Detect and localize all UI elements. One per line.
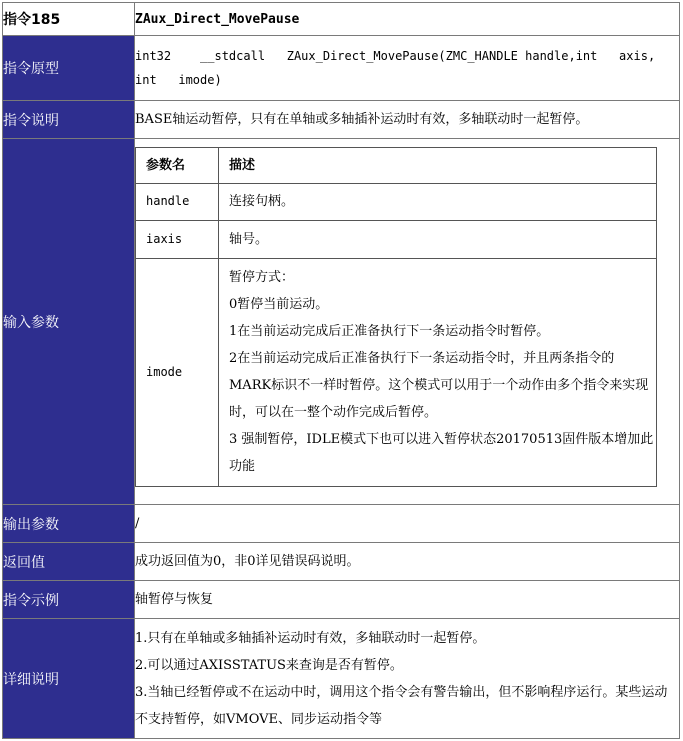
return-text: 成功返回值为0，非0详见错误码说明。 (135, 543, 680, 581)
details-label: 详细说明 (3, 619, 135, 739)
example-label: 指令示例 (3, 581, 135, 619)
details-row (3, 619, 680, 739)
param-desc: 连接句柄。 (219, 183, 657, 220)
details-line: 3.当轴已经暂停或不在运动中时，调用这个指令会有警告输出，但不影响程序运行。某些运动不支持暂停，如VMOVE、同步运动指令等 (135, 684, 668, 727)
param-name: handle (136, 183, 219, 220)
params-header-name: 参数名 (136, 147, 219, 183)
command-name: ZAux_Direct_MovePause (135, 3, 680, 36)
example-text: 轴暂停与恢复 (135, 581, 680, 619)
params-header-row (136, 147, 657, 183)
output-text: / (135, 505, 680, 543)
details-line: 2.可以通过AXISSTATUS来查询是否有暂停。 (135, 657, 403, 673)
output-row (3, 505, 680, 543)
return-label: 返回值 (3, 543, 135, 581)
prototype-text: int32 __stdcall ZAux_Direct_MovePause(ZMC_HANDLE handle,int axis, int imode) (135, 49, 663, 87)
description-label: 指令说明 (3, 101, 135, 139)
input-label: 输入参数 (3, 139, 135, 505)
params-table (135, 147, 657, 487)
param-name: iaxis (136, 220, 219, 258)
table-row (136, 220, 657, 258)
param-desc-line: 1在当前运动完成后正准备执行下一条运动指令时暂停。 (229, 324, 550, 339)
api-spec-table (2, 2, 680, 739)
param-desc-line: 暂停方式： (229, 270, 295, 285)
description-text: BASE轴运动暂停，只有在单轴或多轴插补运动时有效，多轴联动时一起暂停。 (135, 101, 680, 139)
prototype-label: 指令原型 (3, 36, 135, 101)
param-desc: 轴号。 (219, 220, 657, 258)
param-desc-line: 0暂停当前运动。 (229, 297, 329, 312)
param-name: imode (136, 258, 219, 486)
table-row (136, 183, 657, 220)
table-row (136, 258, 657, 486)
details-line: 1.只有在单轴或多轴插补运动时有效，多轴联动时一起暂停。 (135, 630, 486, 646)
params-header-desc: 描述 (219, 147, 657, 183)
param-desc-line: 3 强制暂停，IDLE模式下也可以进入暂停状态20170513固件版本增加此功能 (229, 432, 654, 474)
command-number: 指令185 (3, 3, 135, 36)
header-row (3, 3, 680, 36)
example-row (3, 581, 680, 619)
return-row (3, 543, 680, 581)
param-desc-line: 2在当前运动完成后正准备执行下一条运动指令时，并且两条指令的MARK标识不一样时暂停。这个模式可以用于一个动作由多个指令来实现时，可以在一整个动作完成后暂停。 (229, 351, 649, 420)
prototype-row (3, 36, 680, 101)
input-row (3, 139, 680, 505)
output-label: 输出参数 (3, 505, 135, 543)
description-row (3, 101, 680, 139)
param-desc (219, 258, 657, 486)
